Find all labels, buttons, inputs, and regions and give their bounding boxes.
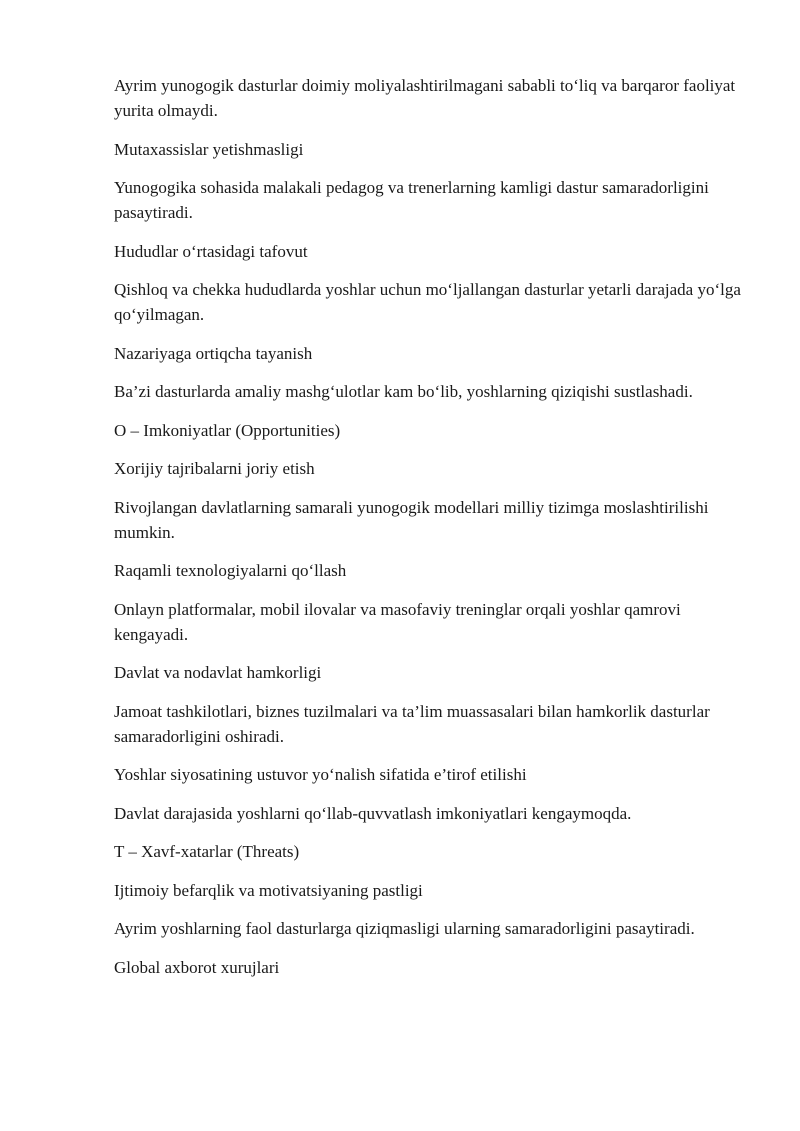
- paragraph: Raqamli texnologiyalarni qo‘llash: [114, 561, 347, 580]
- paragraph: T – Xavf-xatarlar (Threats): [114, 842, 300, 861]
- paragraph: Mutaxassislar yetishmasligi: [114, 139, 304, 159]
- paragraph: Ayrim yoshlarning faol dasturlarga qiziqmasligi ularning samaradorligini pasaytiradi.: [114, 919, 695, 938]
- paragraph: Xorijiy tajribalarni joriy etish: [114, 459, 315, 478]
- paragraph: Rivojlangan davlatlarning samarali yunogogik modellari milliy tizimga moslashtirilishi mumkin.: [114, 497, 709, 542]
- paragraph: Yoshlar siyosatining ustuvor yo‘nalish sifatida e’tirof etilishi: [114, 765, 527, 784]
- paragraph: Global axborot xurujlari: [114, 957, 280, 977]
- paragraph: Yunogogika sohasida malakali pedagog va trenerlarning kamligi dastur samaradorligini pasaytiradi.: [114, 178, 709, 222]
- paragraph: Onlayn platformalar, mobil ilovalar va masofaviy treninglar orqali yoshlar qamrovi kengayadi.: [114, 599, 681, 644]
- paragraph: O – Imkoniyatlar (Opportunities): [114, 420, 341, 440]
- paragraph: Davlat va nodavlat hamkorligi: [114, 663, 322, 682]
- paragraph: Qishloq va chekka hududlarda yoshlar uchun mo‘ljallangan dasturlar yetarli darajada yo‘lga qo‘yilmagan.: [114, 280, 741, 324]
- document-page: [114, 73, 754, 993]
- paragraph: Ba’zi dasturlarda amaliy mashg‘ulotlar kam bo‘lib, yoshlarning qiziqishi sustlashadi.: [114, 382, 693, 401]
- paragraph: Ijtimoiy befarqlik va motivatsiyaning pastligi: [114, 880, 423, 900]
- paragraph: Jamoat tashkilotlari, biznes tuzilmalari va ta’lim muassasalari bilan hamkorlik dasturlar samaradorligini oshiradi.: [114, 701, 710, 746]
- paragraph: Ayrim yunogogik dasturlar doimiy moliyalashtirilmagani sababli to‘liq va barqaror faoliyat yurita olmaydi.: [114, 76, 736, 120]
- paragraph: Hududlar o‘rtasidagi tafovut: [114, 241, 308, 261]
- paragraph: Nazariyaga ortiqcha tayanish: [114, 343, 313, 363]
- paragraph: Davlat darajasida yoshlarni qo‘llab-quvvatlash imkoniyatlari kengaymoqda.: [114, 803, 632, 823]
